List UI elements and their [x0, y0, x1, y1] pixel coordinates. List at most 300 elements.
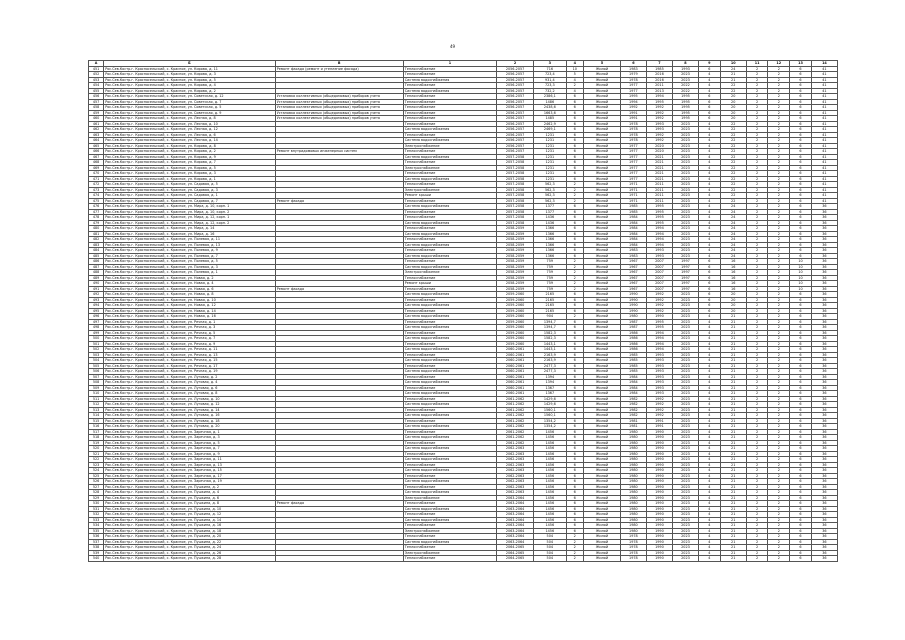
- table-cell: 2060-2061: [497, 358, 534, 364]
- table-cell: 1231: [534, 160, 567, 166]
- table-cell: 1992: [646, 303, 672, 309]
- table-cell: 36: [811, 336, 837, 342]
- table-cell: 2023: [672, 374, 698, 380]
- table-cell: 2: [746, 297, 768, 303]
- table-cell: 21: [720, 479, 746, 485]
- table-cell: 36: [811, 501, 837, 507]
- table-cell: 2059-2060: [497, 336, 534, 342]
- table-cell: 2165: [534, 303, 567, 309]
- table-cell: 2: [768, 94, 790, 100]
- table-cell: Рос.Сев.Костр.г. Красносельский, с. Красное, ул. Пушкина, д. 8: [104, 501, 276, 507]
- table-cell: 1995: [672, 105, 698, 111]
- table-cell: 10: [790, 281, 812, 287]
- table-cell: 6: [566, 215, 583, 221]
- table-cell: 1985: [620, 204, 646, 210]
- table-cell: 4: [698, 193, 720, 199]
- table-cell: 1990: [646, 446, 672, 452]
- table-cell: 2: [746, 468, 768, 474]
- table-cell: 36: [811, 281, 837, 287]
- table-cell: 36: [811, 380, 837, 386]
- table-cell: Теплоснабжение: [403, 209, 496, 215]
- table-cell: 2: [746, 501, 768, 507]
- table-cell: 1984: [620, 391, 646, 397]
- table-cell: 1366: [534, 237, 567, 243]
- table-cell: 6: [790, 550, 812, 556]
- table-cell: 6: [698, 281, 720, 287]
- table-cell: 6: [790, 99, 812, 105]
- table-cell: Теплоснабжение: [403, 462, 496, 468]
- table-cell: Рос.Сев.Костр.г. Красносельский, с. Красное, ул. Пушкина, д. 4: [104, 490, 276, 496]
- header-cell: 4: [566, 61, 583, 67]
- table-cell: 2163,9: [534, 352, 567, 358]
- table-cell: 41: [811, 83, 837, 89]
- table-cell: 2: [768, 517, 790, 523]
- table-cell: 2: [746, 226, 768, 232]
- table-cell: 36: [811, 303, 837, 309]
- table-cell: Теплоснабжение: [403, 237, 496, 243]
- table-cell: 504: [534, 539, 567, 545]
- table-cell: 36: [811, 484, 837, 490]
- table-cell: 1990: [646, 512, 672, 518]
- table-cell: 492: [89, 292, 104, 298]
- table-cell: 2: [768, 556, 790, 562]
- table-cell: 474: [89, 193, 104, 199]
- table-cell: 1985: [620, 209, 646, 215]
- table-cell: 1985: [620, 352, 646, 358]
- table-cell: Рос.Сев.Костр.г. Красносельский, с. Красное, ул. Речная, д. 9: [104, 341, 276, 347]
- table-cell: 4: [698, 215, 720, 221]
- table-cell: 1456: [534, 495, 567, 501]
- table-cell: 6: [566, 484, 583, 490]
- table-cell: Жилой: [583, 83, 620, 89]
- table-cell: 2023: [672, 193, 698, 199]
- table-cell: Рос.Сев.Костр.г. Красносельский, с. Красное, ул. Заречная, д. 9: [104, 451, 276, 457]
- table-cell: 1443,1: [534, 347, 567, 353]
- table-cell: 476: [89, 204, 104, 210]
- table-cell: 504: [534, 545, 567, 551]
- table-cell: 2023: [672, 226, 698, 232]
- table-cell: 2: [746, 462, 768, 468]
- table-cell: 36: [811, 308, 837, 314]
- table-cell: 2: [768, 105, 790, 111]
- table-cell: 36: [811, 495, 837, 501]
- table-cell: 2: [746, 457, 768, 463]
- table-cell: 2059-2060: [497, 314, 534, 320]
- table-cell: 6: [790, 435, 812, 441]
- table-cell: 6: [790, 132, 812, 138]
- table-cell: 2: [746, 352, 768, 358]
- table-cell: 6: [698, 308, 720, 314]
- table-cell: 1992: [646, 110, 672, 116]
- table-cell: 1980: [620, 501, 646, 507]
- table-cell: Система водоснабжения: [403, 517, 496, 523]
- table-cell: Рос.Сев.Костр.г. Красносельский, с. Красное, ул. Пушкина, д. 18: [104, 528, 276, 534]
- table-cell: 1443,1: [534, 341, 567, 347]
- table-cell: Рос.Сев.Костр.г. Красносельский, с. Красное, ул. Кирова, д. 7: [104, 160, 276, 166]
- table-cell: 1456: [534, 429, 567, 435]
- table-cell: Рос.Сев.Костр.г. Красносельский, с. Красное, ул. Советская, д. 7: [104, 99, 276, 105]
- table-cell: 1990: [646, 539, 672, 545]
- table-cell: 488: [89, 270, 104, 276]
- table-cell: 6: [790, 528, 812, 534]
- table-cell: 2: [746, 380, 768, 386]
- table-cell: 1990: [620, 308, 646, 314]
- table-cell: 2011: [646, 198, 672, 204]
- table-cell: 509: [89, 385, 104, 391]
- table-cell: 6: [566, 341, 583, 347]
- table-cell: 520: [89, 446, 104, 452]
- table-cell: 1366: [534, 226, 567, 232]
- table-cell: 2: [746, 523, 768, 529]
- table-cell: 1993: [646, 363, 672, 369]
- table-cell: Теплоснабжение: [403, 83, 496, 89]
- table-cell: 508: [89, 380, 104, 386]
- table-cell: 36: [811, 352, 837, 358]
- table-cell: 6: [566, 99, 583, 105]
- table-cell: 36: [811, 424, 837, 430]
- table-cell: Жилой: [583, 330, 620, 336]
- table-cell: 6: [790, 160, 812, 166]
- table-cell: 502: [89, 347, 104, 353]
- table-cell: 1967: [620, 264, 646, 270]
- table-cell: 21: [720, 424, 746, 430]
- table-cell: 2023: [672, 308, 698, 314]
- table-cell: Теплоснабжение: [403, 418, 496, 424]
- table-cell: 2: [566, 281, 583, 287]
- table-cell: 1992: [646, 297, 672, 303]
- table-cell: 6: [790, 446, 812, 452]
- table-cell: 2: [746, 215, 768, 221]
- table-cell: 2023: [672, 556, 698, 562]
- table-cell: Теплоснабжение: [403, 429, 496, 435]
- table-cell: Жилой: [583, 495, 620, 501]
- table-cell: 6: [698, 105, 720, 111]
- table-cell: 36: [811, 418, 837, 424]
- table-cell: 4: [698, 352, 720, 358]
- table-cell: 2: [746, 303, 768, 309]
- table-cell: 2: [768, 352, 790, 358]
- table-cell: 6: [566, 226, 583, 232]
- table-cell: Система водоснабжения: [403, 154, 496, 160]
- table-cell: 931,4: [534, 77, 567, 83]
- table-cell: 1990: [646, 528, 672, 534]
- table-cell: Жилой: [583, 132, 620, 138]
- table-cell: 6: [566, 391, 583, 397]
- table-cell: Жилой: [583, 457, 620, 463]
- table-cell: Система водоснабжения: [403, 325, 496, 331]
- table-cell: 21: [720, 413, 746, 419]
- table-cell: 1992: [646, 413, 672, 419]
- table-cell: 2021: [646, 171, 672, 177]
- table-cell: 1231: [534, 132, 567, 138]
- table-cell: Рос.Сев.Костр.г. Красносельский, с. Красное, ул. Речная, д. 19: [104, 369, 276, 375]
- table-cell: 6: [566, 501, 583, 507]
- table-cell: Рос.Сев.Костр.г. Красносельский, с. Красное, ул. Заречная, д. 1: [104, 429, 276, 435]
- table-cell: 2: [746, 132, 768, 138]
- table-cell: Жилой: [583, 292, 620, 298]
- table-cell: Система водоснабжения: [403, 231, 496, 237]
- table-cell: Жилой: [583, 88, 620, 94]
- table-cell: 21: [720, 528, 746, 534]
- table-cell: Теплоснабжение: [403, 451, 496, 457]
- table-cell: 4: [698, 182, 720, 188]
- table-cell: 41: [811, 110, 837, 116]
- table-cell: Теплоснабжение: [403, 94, 496, 100]
- table-cell: Теплоснабжение: [403, 171, 496, 177]
- table-cell: 21: [720, 523, 746, 529]
- table-cell: 562,3: [534, 193, 567, 199]
- table-cell: Система водоснабжения: [403, 242, 496, 248]
- table-cell: 1980: [620, 435, 646, 441]
- table-cell: Установка коллективных (общедомовых) приборов учета: [275, 110, 403, 116]
- table-cell: 6: [566, 418, 583, 424]
- table-cell: 1992: [646, 402, 672, 408]
- table-cell: 1990: [646, 473, 672, 479]
- table-cell: 36: [811, 385, 837, 391]
- table-cell: 1997: [672, 264, 698, 270]
- table-cell: 2: [768, 319, 790, 325]
- table-cell: 6: [790, 369, 812, 375]
- table-cell: Теплоснабжение: [403, 72, 496, 78]
- table-cell: 2007: [646, 281, 672, 287]
- table-cell: 2: [746, 440, 768, 446]
- table-cell: 6: [790, 77, 812, 83]
- table-cell: 2062-2063: [497, 479, 534, 485]
- table-cell: 6: [566, 242, 583, 248]
- table-cell: 41: [811, 198, 837, 204]
- table-cell: 6: [790, 83, 812, 89]
- table-cell: Жилой: [583, 253, 620, 259]
- table-cell: 1992: [620, 105, 646, 111]
- table-cell: 528: [89, 490, 104, 496]
- table-cell: 723,4: [534, 72, 567, 78]
- table-cell: 1980: [620, 490, 646, 496]
- table-cell: 1967: [620, 281, 646, 287]
- table-cell: Рос.Сев.Костр.г. Красносельский, с. Красное, ул. Лесная, д. 8: [104, 116, 276, 122]
- table-cell: 2064-2065: [497, 545, 534, 551]
- table-cell: 2063-2064: [497, 539, 534, 545]
- table-cell: 6: [698, 303, 720, 309]
- table-cell: Система водоснабжения: [403, 264, 496, 270]
- table-cell: 1231: [534, 143, 567, 149]
- table-cell: 2: [768, 204, 790, 210]
- table-cell: 2: [768, 132, 790, 138]
- table-cell: 6: [566, 413, 583, 419]
- table-cell: 6: [566, 154, 583, 160]
- table-cell: 6: [790, 182, 812, 188]
- table-cell: 2: [768, 325, 790, 331]
- table-cell: 1456: [534, 451, 567, 457]
- table-cell: 1984: [620, 231, 646, 237]
- table-cell: Жилой: [583, 539, 620, 545]
- table-cell: 6: [566, 457, 583, 463]
- table-cell: 2: [746, 143, 768, 149]
- table-cell: Рос.Сев.Костр.г. Красносельский, с. Красное, ул. Луговая, д. 14: [104, 407, 276, 413]
- table-cell: 6: [698, 270, 720, 276]
- table-cell: 2063-2064: [497, 506, 534, 512]
- table-cell: 41: [811, 154, 837, 160]
- table-cell: 10: [790, 259, 812, 265]
- table-cell: 1995: [620, 94, 646, 100]
- table-cell: 534: [89, 523, 104, 529]
- table-cell: 6: [790, 380, 812, 386]
- table-cell: 4: [698, 330, 720, 336]
- table-cell: 1560,1: [534, 413, 567, 419]
- table-cell: Рос.Сев.Костр.г. Красносельский, с. Красное, ул. Полевая, д. 11: [104, 237, 276, 243]
- table-cell: 2: [746, 391, 768, 397]
- table-cell: 533: [89, 517, 104, 523]
- table-cell: 2023: [672, 121, 698, 127]
- table-cell: 2: [768, 138, 790, 144]
- table-cell: 36: [811, 457, 837, 463]
- table-cell: Жилой: [583, 270, 620, 276]
- table-cell: 36: [811, 517, 837, 523]
- table-cell: 2007: [646, 259, 672, 265]
- table-cell: 4: [698, 209, 720, 215]
- table-cell: 2023: [672, 77, 698, 83]
- table-cell: 36: [811, 253, 837, 259]
- table-cell: 2057-2058: [497, 182, 534, 188]
- table-cell: Рос.Сев.Костр.г. Красносельский, с. Красное, ул. Новая, д. 2: [104, 275, 276, 281]
- table-cell: 1456: [534, 446, 567, 452]
- table-cell: Рос.Сев.Костр.г. Красносельский, с. Красное, ул. Пушкина, д. 20: [104, 534, 276, 540]
- table-cell: 2057-2058: [497, 204, 534, 210]
- table-cell: 1991: [646, 418, 672, 424]
- table-cell: 1992: [646, 116, 672, 122]
- table-cell: 36: [811, 407, 837, 413]
- table-cell: 6: [790, 358, 812, 364]
- table-cell: Система водоснабжения: [403, 127, 496, 133]
- table-cell: Жилой: [583, 451, 620, 457]
- table-cell: 2020: [646, 143, 672, 149]
- table-cell: 2023: [672, 539, 698, 545]
- table-cell: 2023: [672, 242, 698, 248]
- table-cell: 4: [698, 132, 720, 138]
- table-cell: Система водоснабжения: [403, 314, 496, 320]
- table-cell: 2: [746, 545, 768, 551]
- table-cell: Рос.Сев.Костр.г. Красносельский, с. Красное, ул. Пушкина, д. 10: [104, 506, 276, 512]
- table-cell: 6: [790, 165, 812, 171]
- table-cell: 455: [89, 88, 104, 94]
- header-cell: 6: [620, 61, 646, 67]
- table-cell: 2: [768, 429, 790, 435]
- table-cell: Теплоснабжение: [403, 297, 496, 303]
- table-cell: 1982: [620, 402, 646, 408]
- table-cell: 2438,6: [534, 105, 567, 111]
- table-cell: 6: [566, 468, 583, 474]
- table-cell: 36: [811, 286, 837, 292]
- table-cell: 1980: [620, 506, 646, 512]
- table-cell: Жилой: [583, 396, 620, 402]
- header-cell: 1: [403, 61, 496, 67]
- table-cell: 496: [89, 314, 104, 320]
- table-cell: 21: [720, 490, 746, 496]
- table-cell: Рос.Сев.Костр.г. Красносельский, с. Красное, ул. Кирова, д. 2: [104, 149, 276, 155]
- table-cell: 2023: [672, 138, 698, 144]
- table-cell: 36: [811, 248, 837, 254]
- table-cell: 6: [698, 292, 720, 298]
- table-cell: Установка коллективных (общедомовых) приборов учета: [275, 94, 403, 100]
- table-cell: 36: [811, 468, 837, 474]
- table-cell: 2: [768, 462, 790, 468]
- table-cell: 2: [746, 83, 768, 89]
- table-cell: 2056-2057: [497, 83, 534, 89]
- table-cell: 2023: [672, 176, 698, 182]
- table-cell: 2: [566, 83, 583, 89]
- table-cell: 2: [746, 77, 768, 83]
- table-cell: 2: [768, 451, 790, 457]
- table-cell: 6: [566, 402, 583, 408]
- table-cell: Рос.Сев.Костр.г. Красносельский, с. Красное, ул. Новая, д. 8: [104, 292, 276, 298]
- table-cell: 504: [534, 556, 567, 562]
- table-cell: 2: [746, 220, 768, 226]
- table-cell: 2058-2059: [497, 264, 534, 270]
- table-cell: 452: [89, 72, 104, 78]
- table-cell: 2: [768, 253, 790, 259]
- table-cell: 22: [720, 160, 746, 166]
- table-cell: 2064-2065: [497, 556, 534, 562]
- table-cell: 6: [790, 391, 812, 397]
- table-cell: 2063-2064: [497, 495, 534, 501]
- table-cell: 464: [89, 138, 104, 144]
- table-cell: Жилой: [583, 319, 620, 325]
- table-cell: Жилой: [583, 231, 620, 237]
- table-cell: 2023: [672, 325, 698, 331]
- table-cell: 507: [89, 374, 104, 380]
- table-cell: Теплоснабжение: [403, 523, 496, 529]
- table-cell: 36: [811, 506, 837, 512]
- table-cell: 511: [89, 396, 104, 402]
- table-cell: 6: [790, 330, 812, 336]
- table-cell: 6: [790, 176, 812, 182]
- table-cell: 20: [720, 105, 746, 111]
- table-cell: 24: [720, 209, 746, 215]
- table-cell: 24: [720, 226, 746, 232]
- table-cell: 4: [698, 468, 720, 474]
- table-cell: 2: [746, 512, 768, 518]
- table-cell: 4: [698, 429, 720, 435]
- table-cell: Ремонт внутридомовых инженерных систем: [275, 149, 403, 155]
- table-cell: 1978: [620, 77, 646, 83]
- table-cell: 2023: [672, 435, 698, 441]
- table-cell: 1992: [646, 308, 672, 314]
- table-cell: Теплоснабжение: [403, 132, 496, 138]
- table-cell: 1994: [646, 336, 672, 342]
- table-cell: Жилой: [583, 325, 620, 331]
- table-cell: Рос.Сев.Костр.г. Красносельский, с. Красное, ул. Заречная, д. 17: [104, 473, 276, 479]
- table-cell: 6: [566, 248, 583, 254]
- table-cell: Теплоснабжение: [403, 501, 496, 507]
- table-cell: 1986: [620, 330, 646, 336]
- table-cell: 2023: [672, 132, 698, 138]
- table-cell: 516: [89, 424, 104, 430]
- table-cell: 6: [566, 512, 583, 518]
- table-cell: 6: [566, 220, 583, 226]
- table-cell: 36: [811, 226, 837, 232]
- table-cell: 2023: [672, 506, 698, 512]
- table-cell: 6: [790, 242, 812, 248]
- table-cell: 2: [746, 171, 768, 177]
- table-cell: 6: [790, 171, 812, 177]
- table-cell: 536: [89, 534, 104, 540]
- table-cell: 2056-2057: [497, 105, 534, 111]
- table-cell: 2: [768, 512, 790, 518]
- table-cell: 2: [768, 484, 790, 490]
- table-cell: 523: [89, 462, 104, 468]
- table-cell: 21: [720, 77, 746, 83]
- table-cell: 1992: [646, 105, 672, 111]
- table-cell: 4: [698, 506, 720, 512]
